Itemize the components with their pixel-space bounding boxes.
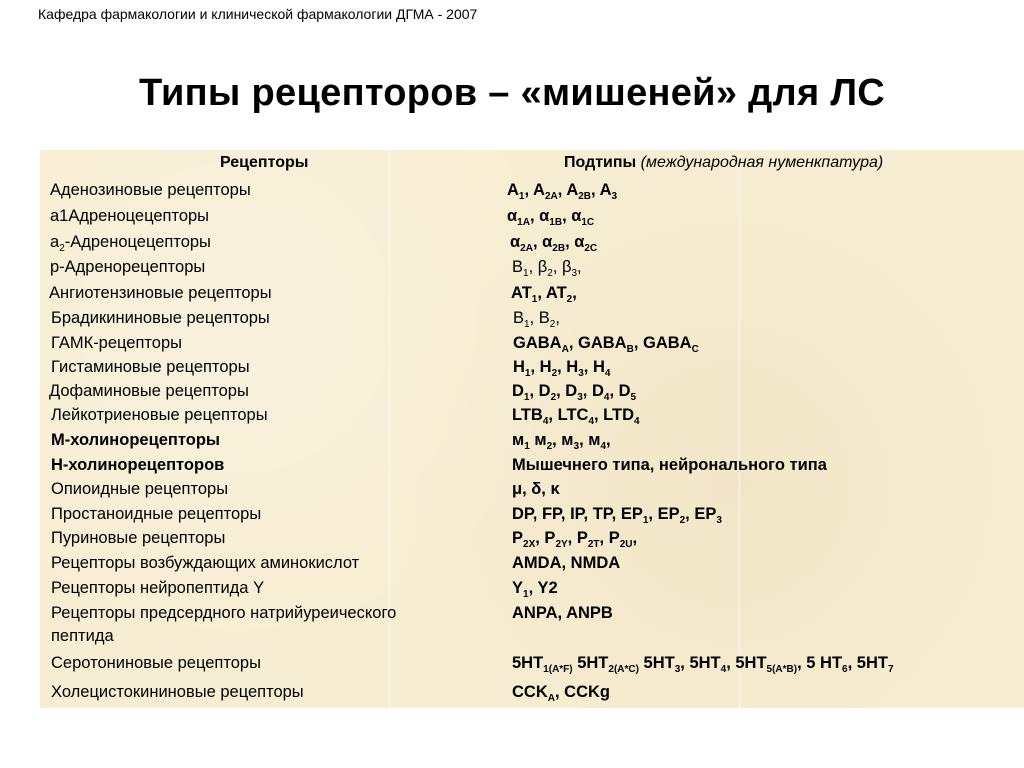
table-row [40, 528, 1024, 552]
table-row [40, 206, 1024, 230]
receptor-subtypes: $м_1$ $м_2$, $м_3$, $м_4$, [512, 431, 611, 452]
receptor-subtypes: $AT_1$, $AT_2$, [511, 284, 577, 305]
receptor-subtypes: $B_1$, $B_2$, [513, 309, 560, 330]
receptor-table [40, 150, 1024, 708]
receptor-name: Пуриновые рецепторы [51, 529, 226, 547]
receptor-name: Холецистокининовые рецепторы [51, 683, 304, 701]
col-header-subtypes [564, 154, 883, 172]
col-header-subtypes-label: Подтипы [564, 154, 637, 171]
receptor-subtypes: AMDA, NMDA [512, 554, 621, 572]
receptor-name: Рецепторы нейропептида Y [51, 579, 265, 597]
receptor-subtypes: $LTB_4$, $LTC_4$, $LTD_4$ [512, 406, 640, 427]
slide-header: Кафедра фармакологии и клинической фармакологии ДГМА - 2007 [38, 6, 478, 22]
table-row [40, 682, 1024, 706]
receptor-name: Рецепторы предсердного натрийуреического [51, 604, 397, 622]
receptor-subtypes: DP, FP, IP, TP, $EP_1$, $EP_2$, $EP_3$ [512, 505, 722, 526]
table-row [40, 553, 1024, 577]
receptor-subtypes: $CCK_A$, CCKg [512, 683, 610, 704]
receptor-subtypes: $Y_1$, Y2 [512, 579, 558, 600]
receptor-name: a1Адреноцецепторы [50, 207, 210, 225]
table-row [40, 381, 1024, 405]
receptor-name: Гистаминовые рецепторы [51, 358, 250, 376]
receptor-name: Простаноидные рецепторы [51, 505, 262, 523]
table-row [40, 283, 1024, 307]
table-row [40, 333, 1024, 357]
table-row [40, 357, 1024, 381]
receptor-name: Лейкотриеновые рецепторы [51, 406, 268, 424]
table-row [40, 405, 1024, 429]
col-header-receptors: Рецепторы [220, 154, 309, 171]
receptor-name: М-холинорецепторы [51, 431, 220, 449]
table-row [40, 578, 1024, 602]
receptor-name: Опиоидные рецепторы [51, 480, 229, 498]
receptor-subtypes: $\alpha_{1A}$, $\alpha_{1B}$, $\alpha_{1C}$ [507, 207, 595, 228]
receptor-name: Дофаминовые рецепторы [49, 382, 249, 400]
table-row [40, 479, 1024, 503]
table-row [40, 603, 1024, 649]
receptor-subtypes: $P_{2X}$, $P_{2Y}$, $P_{2T}$, $P_{2U}$, [512, 529, 638, 550]
table-row [40, 455, 1024, 479]
receptor-subtypes: $A_1$, $A_{2A}$, $A_{2B}$, $A_3$ [507, 181, 618, 202]
receptor-subtypes: $\alpha_{2A}$, $\alpha_{2B}$, $\alpha_{2C}$ [510, 233, 598, 254]
receptor-name: Брадикининовые рецепторы [51, 309, 270, 327]
receptor-name-line2: пептида [51, 627, 114, 645]
table-row [40, 504, 1024, 528]
slide-title: Типы рецепторов – «мишеней» для ЛС [138, 72, 886, 114]
table-row [40, 653, 1024, 677]
receptor-subtypes: ANPA, ANPB [512, 604, 613, 622]
receptor-subtypes: $GABA_A$, $GABA_B$, $GABA_C$ [513, 334, 699, 355]
receptor-subtypes: Мышечнего типа, нейронального типа [512, 456, 827, 474]
table-row [40, 232, 1024, 256]
table-row [40, 308, 1024, 332]
col-header-subtypes-note: (международная нуменкпатура) [640, 154, 884, 171]
receptor-name: $a_2$-Адреноцецепторы [50, 233, 211, 254]
receptor-name: Ангиотензиновые рецепторы [49, 284, 272, 302]
receptor-subtypes: $H_1$, $H_2$, $H_3$, $H_4$ [513, 358, 611, 379]
receptor-name: р-Адренорецепторы [50, 258, 206, 276]
table-row [40, 257, 1024, 281]
receptor-subtypes: $5HT_{1(A*F)}$ $5HT_{2(A*C)}$ $5HT_3$, $5HT_4$, $5HT_{5(A*B)}$, 5 $HT_6$, $5HT_7$ [512, 654, 894, 675]
receptor-name: ГАМК-рецепторы [51, 334, 183, 352]
table-row [40, 430, 1024, 454]
receptor-name: Серотониновые рецепторы [51, 654, 261, 672]
receptor-subtypes: μ, δ, κ [512, 480, 560, 498]
receptor-subtypes: $D_1$, $D_2$, $D_3$, $D_4$, $D_5$ [512, 382, 637, 403]
receptor-name: Н-холинорецепторов [51, 456, 225, 474]
receptor-name: Аденозиновые рецепторы [50, 181, 251, 199]
receptor-name: Рецепторы возбуждающих аминокислот [51, 554, 360, 572]
table-row [40, 180, 1024, 204]
receptor-subtypes: $B_1$, $\beta_2$, $\beta_3$, [512, 258, 582, 279]
